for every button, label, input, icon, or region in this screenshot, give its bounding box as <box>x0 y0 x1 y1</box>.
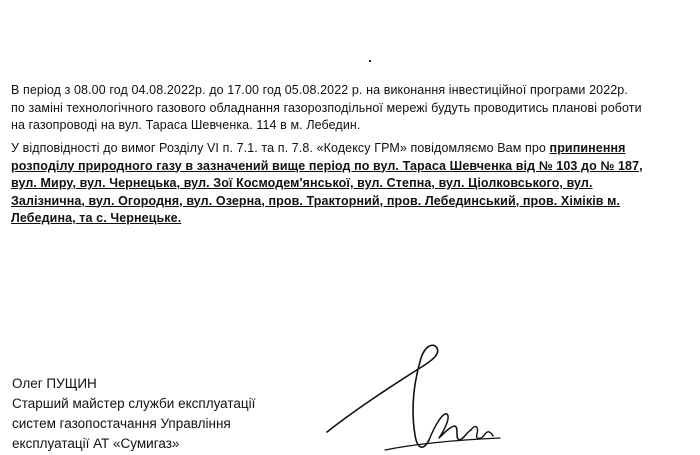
notice-line: на газопроводі на вул. Тараса Шевченка. 114 в м. Лебедин. <box>11 118 361 132</box>
suspension-line: Залізнична, вул. Огородня, вул. Озерна, пров. Тракторний, пров. Лебединський, пров. Хіміків м. <box>11 193 621 208</box>
scan-speck <box>369 60 371 62</box>
maintenance-notice-paragraph <box>11 82 686 135</box>
notice-line: В період з 08.00 год 04.08.2022р. до 17.00 год 05.08.2022 р. на виконання інвестиційної програми 2022р. <box>11 83 628 97</box>
suspension-line <box>11 140 686 158</box>
suspension-line: розподілу природного газу в зазначений вище період по вул. Тараса Шевченка від № 103 до № 187, <box>11 158 643 173</box>
notice-line: по заміні технологічного газового обладнання газорозподільної мережі будуть проводитись планові роботи <box>11 100 642 115</box>
suspension-line: вул. Миру, вул. Чернецька, вул. Зої Космодем'янської, вул. Степна, вул. Ціолковського, вул. <box>11 176 593 190</box>
suspension-line-plain: У відповідності до вимог Розділу VI п. 7.1. та п. 7.8. «Кодексу ГРМ» повідомляємо Вам про <box>11 141 550 155</box>
suspension-line-bold: припинення <box>549 141 626 155</box>
signatory-name: Олег ПУЩИН <box>12 376 97 391</box>
suspension-line: Лебедина, та с. Чернецьке. <box>11 211 182 225</box>
handwritten-signature <box>325 340 505 455</box>
signatory-block <box>12 374 255 454</box>
signatory-title-line: систем газопостачання Управління <box>12 416 231 431</box>
signatory-title-line: експлуатації АТ «Сумигаз» <box>12 436 180 451</box>
signatory-title-line: Старший майстер служби експлуатації <box>12 396 256 411</box>
gas-suspension-paragraph <box>11 140 686 228</box>
